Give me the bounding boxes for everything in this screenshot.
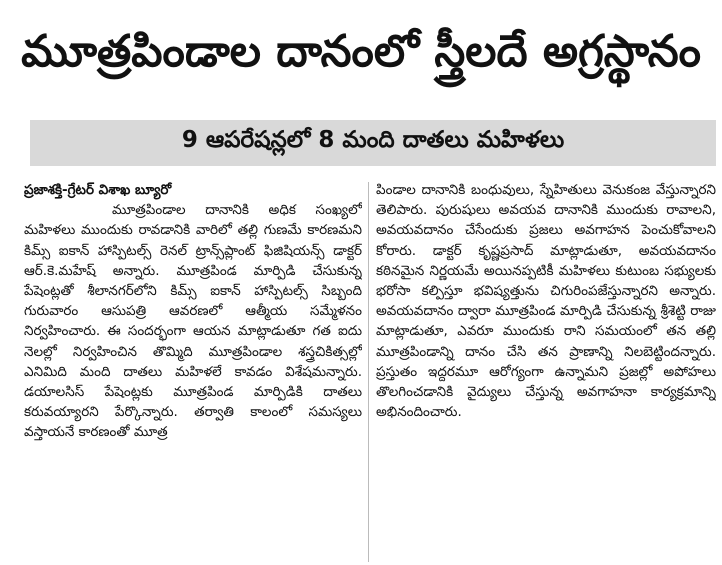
column-divider [368,182,369,562]
byline: ప్రజాశక్తి-గ్రేటర్ విశాఖ బ్యూరో [24,182,172,198]
left-body: మూత్రపిండాల దానానికి అధిక సంఖ్యలో మహిళలు ముందుకు రావడానికి వారిలో తల్లి గుణమే కారణమని కిమ్స్ ఐకాన్ హాస్పిటల్స్ రెనల్ ట్రాన్స్‌ప్లాంట్ ఫిజిషియన్స్ డాక్టర్ ఆర్.కె.మహేష్ అన్నారు. మూత్రపిండ మార్పిడి చేసుకున్న పేషెంట్లతో శీలానగర్‌లోని కిమ్స్ ఐకాన్ హాస్పిటల్స్ సిబ్బంది గురువారం ఆసుపత్రి ఆవరణలో ఆత్మీయ సమ్మేళనం నిర్వహించారు. ఈ సందర్భంగా ఆయన మాట్లాడుతూ గత ఐదు నెలల్లో నిర్వహించిన తొమ్మిది మూత్రపిండాల శస్త్రచికిత్సల్లో ఎనిమిది మంది దాతలు మహిళలే కావడం విశేషమన్నారు. డయాలసిస్ పేషెంట్లకు మూత్రపిండ మార్పిడికి దాతలు కరువయ్యారని పేర్కొన్నారు. తర్వాతి కాలంలో సమస్యలు వస్తాయనే కారణంతో మూత్ర [24,202,362,441]
headline: మూత్రపిండాల దానంలో స్త్రీలదే అగ్రస్థానం [21,26,701,77]
subheadline-bar [30,120,716,166]
byline-paragraph [24,180,362,200]
article-column-left [24,180,362,565]
article-column-right [376,180,716,565]
right-body: పిండాల దానానికి బంధువులు, స్నేహితులు వెనుకంజ వేస్తున్నారని తెలిపారు. పురుషులు అవయవ దానానికి ముందుకు రావాలని, అవయవదానం చేసేందుకు ప్రజలు అవగాహన పెంచుకోవాలని కోరారు. డాక్టర్ కృష్ణప్రసాద్ మాట్లాడుతూ, అవయవదానం కఠినమైన నిర్ణయమే అయినప్పటికీ మహిళలు కుటుంబ సభ్యులకు భరోసా కల్పిస్తూ భవిష్యత్తును చిగురింపజేస్తున్నారని అన్నారు. అవయవదానం ద్వారా మూత్రపిండ మార్పిడి చేసుకున్న శ్రీశెట్టి రాజు మాట్లాడుతూ, ఎవరూ ముందుకు రాని సమయంలో తన తల్లి మూత్రపిండాన్ని దానం చేసి తన ప్రాణాన్ని నిలబెట్టిందన్నారు. ప్రస్తుతం ఇద్దరమూ ఆరోగ్యంగా ఉన్నామని ప్రజల్లో అపోహలు తొలగించడానికి వైద్యులు చేస్తున్న అవగాహనా కార్యక్రమాన్ని అభినందించారు. [376,182,716,421]
subheadline: 9 ఆపరేషన్లలో 8 మంది దాతలు మహిళలు [181,127,565,153]
